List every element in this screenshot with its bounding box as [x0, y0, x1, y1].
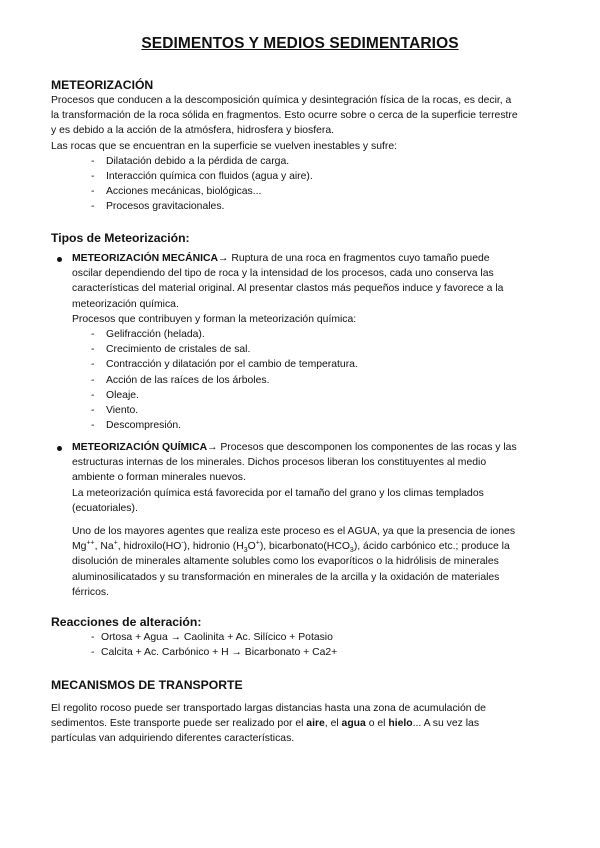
text-span: sedimentos. Este transporte puede ser realizado por el [51, 718, 307, 730]
paragraph-line: meteorización química. [72, 298, 179, 310]
list-item: - Viento. [51, 403, 554, 418]
ion-text: , hidroxilo(HO [117, 541, 182, 553]
section-reacciones [51, 614, 554, 660]
ion-sup: ++ [86, 539, 95, 547]
paragraph-line: La meteorización química está favorecida por el tamaño del grano y los climas templados [72, 487, 484, 499]
paragraph-line: Las rocas que se encuentran en la superficie se vuelven inestables y sufre: [51, 140, 397, 152]
ion-sup: + [255, 539, 260, 547]
paragraph-line: ambiente o forman minerales nuevos. [72, 472, 246, 484]
paragraph-line: disolución de minerales altamente solubles como los evaporíticos o la hidrólisis de minerales [72, 556, 499, 568]
paragraph-line [51, 716, 554, 731]
list-item: - Contracción y dilatación por el cambio de temperatura. [51, 357, 554, 372]
list-item: - Gelifracción (helada). [51, 327, 554, 342]
dash-list [51, 630, 554, 660]
bullet-quimica [51, 440, 554, 600]
page-title: SEDIMENTOS Y MEDIOS SEDIMENTARIOS [141, 35, 459, 52]
text-span: , el [324, 718, 342, 730]
ion-text: ), bicarbonato(HCO [259, 541, 350, 553]
section-heading: Reacciones de alteración: [51, 615, 202, 629]
list-item: - Procesos gravitacionales. [51, 199, 554, 214]
paragraph-line: aluminosilicatados y su transformación en minerales de la arcilla y la oxidación de materiales [72, 571, 500, 583]
list-item: - Calcita + Ac. Carbónico + H → Bicarbonato + Ca2+ [51, 645, 554, 660]
section-tipos [51, 230, 554, 246]
list-item: - Ortosa + Agua → Caolinita + Ac. Silícico + Potasio [51, 630, 554, 645]
term-label: METEORIZACIÓN MECÁNICA [72, 253, 219, 264]
paragraph-line: la transformación de la roca sólida en fragmentos. Esto ocurre sobre o cerca de la superficie terrestre [51, 110, 518, 122]
paragraph-line: características del material original. Al presentar clastos más pequeños induce y favorece a la [72, 283, 504, 295]
paragraph-line: El regolito rocoso puede ser transportado largas distancias hasta una zona de acumulación de [51, 703, 486, 714]
ion-sub: 3 [243, 547, 248, 555]
ion-sup: - [181, 539, 184, 547]
paragraph-line: partículas van adquiriendo diferentes características. [51, 733, 295, 745]
keyword: hielo [388, 718, 413, 730]
term-definition: → Procesos que descomponen los componentes de las rocas y las [207, 442, 517, 453]
ion-sub: 3 [349, 547, 354, 555]
paragraph-line: y es debido a la acción de la atmósfera, hidrosfera y biosfera. [51, 125, 335, 137]
keyword: agua [341, 718, 366, 730]
list-item: - Dilatación debido a la pérdida de carga. [51, 154, 554, 169]
dash-list [51, 154, 554, 215]
paragraph-line: férricos. [72, 586, 109, 598]
list-item: - Oleaje. [51, 388, 554, 403]
text-span: o el [365, 718, 389, 730]
ion-text: , Na [94, 541, 114, 553]
term-label: METEORIZACIÓN QUÍMICA [72, 442, 208, 453]
bullet-mecanica [51, 251, 554, 327]
ion-text: Mg [72, 541, 87, 553]
ion-text: ), ácido carbónico etc.; produce la [353, 541, 510, 553]
ion-text: ), hidronio (H [183, 541, 244, 553]
paragraph-line: Procesos que conducen a la descomposición química y desintegración física de la rocas, es decir, a [51, 95, 512, 106]
list-item: - Acciones mecánicas, biológicas... [51, 184, 554, 199]
list-item: - Interacción química con fluidos (agua y aire). [51, 169, 554, 184]
paragraph-line: estructuras internas de los minerales. Dichos procesos liberan los constituyentes al medio [72, 457, 487, 469]
bullet-icon [57, 446, 62, 451]
list-item: - Descompresión. [51, 418, 554, 433]
bullet-icon [57, 257, 62, 262]
list-item: - Crecimiento de cristales de sal. [51, 342, 554, 357]
paragraph-line: Uno de los mayores agentes que realiza este proceso es el AGUA, ya que la presencia de iones [72, 526, 516, 538]
paragraph-line: (ecuatoriales). [72, 502, 138, 514]
term-definition: → Ruptura de una roca en fragmentos cuyo tamaño puede [218, 253, 490, 264]
section-transporte [51, 677, 554, 747]
paragraph-line: oscilar dependiendo del tipo de roca y la intensidad de los procesos, cada uno conserva las [72, 268, 494, 280]
section-meteorizacion [51, 77, 554, 215]
ion-text: O [247, 541, 256, 553]
text-span: ... A su vez las [412, 718, 480, 730]
list-item: - Acción de las raíces de los árboles. [51, 373, 554, 388]
ion-sup: + [113, 539, 118, 547]
section-heading: MECANISMOS DE TRANSPORTE [51, 678, 243, 692]
paragraph-line-ions [72, 539, 554, 554]
paragraph-line [72, 440, 554, 455]
section-heading: Tipos de Meteorización: [51, 231, 190, 245]
paragraph-line [72, 251, 554, 266]
dash-list [51, 327, 554, 433]
paragraph-line: Procesos que contribuyen y forman la meteorización química: [72, 313, 357, 325]
section-heading: METEORIZACIÓN [51, 78, 154, 92]
keyword: aire [306, 718, 325, 730]
